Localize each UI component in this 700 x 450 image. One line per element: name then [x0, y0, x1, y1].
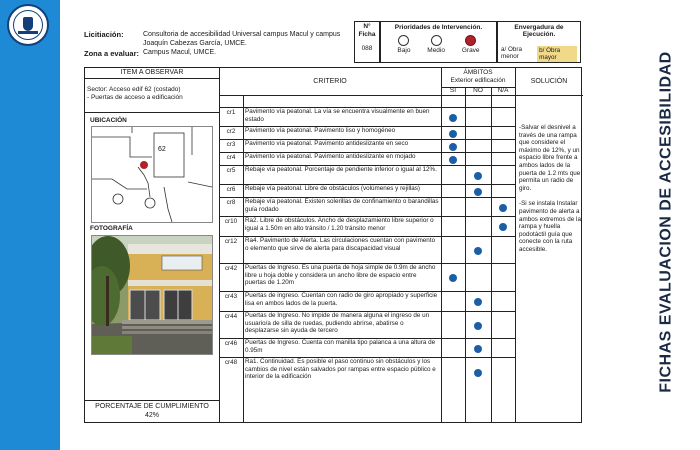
sector-text: Sector: Acceso edif 62 (costado) - Puertas de acceso a edificación	[87, 86, 183, 101]
table-divider	[219, 68, 220, 422]
table-divider	[243, 95, 244, 422]
criterion-code: cr3	[226, 141, 236, 148]
answer-dot-icon	[474, 298, 482, 306]
criterion-text: Ra1. Continuidad. Es posible el paso continuo sin obstáculos y los cambios de nivel están salvados por rampas entre espacio público e interior de la edificación	[245, 358, 436, 381]
map-building-number: 62	[158, 146, 166, 153]
criterion-code: cr44	[224, 313, 238, 320]
priority-option-grave[interactable]: Grave	[462, 35, 480, 54]
criterion-text: Ra2. Libre de obstáculos. Ancho de desplazamiento libre superior o igual a 1.50m en alto tránsito / 1.20 tránsito menor	[245, 217, 434, 232]
envergadura-title: Envergadura de Ejecución.	[514, 24, 564, 38]
porcentaje-value: 42%	[144, 412, 159, 419]
solucion-paragraph: -Si se instala Instalar pavimento de alerta a ambos extremos de la rampa y huella podotáctil guía que conecte con la ruta accesible.	[519, 200, 581, 253]
solucion-paragraph: -Salvar el desnivel a través de una rampa que considere el máximo de 12%, y un espacio libre frente a ambos lados de la puerta de 1.2 mts que permita un radio de giro.	[519, 124, 581, 192]
priority-option-bajo[interactable]: Bajo	[397, 35, 410, 54]
ambitos-header: ÁMBITOS Exterior edificación	[450, 69, 506, 84]
solucion-header: SOLUCIÓN	[530, 78, 568, 85]
evaluation-table	[84, 67, 582, 423]
envergadura-option-menor[interactable]: a/ Obra menor	[501, 46, 522, 60]
prioridades-box	[380, 21, 497, 63]
answer-dot-icon	[499, 204, 507, 212]
criterion-code: cr43	[224, 293, 238, 300]
criterion-code: cr48	[224, 359, 238, 366]
zona-label: Zona a evaluar:	[84, 49, 140, 58]
criterion-text: Puertas de Ingreso. Cuenta con manilla tipo palanca a una altura de 0.95m	[245, 339, 436, 354]
table-divider	[85, 78, 219, 79]
answer-dot-icon	[474, 188, 482, 196]
solucion-text	[519, 124, 581, 262]
answer-dot-icon	[449, 114, 457, 122]
fotografia-label: FOTOGRAFÍA	[90, 225, 133, 232]
criterion-code: cr12	[224, 238, 238, 245]
licitacion-label: Licitiación:	[84, 30, 124, 39]
table-divider	[85, 112, 219, 113]
table-divider	[515, 68, 516, 422]
answer-dot-icon	[474, 369, 482, 377]
priority-option-medio[interactable]: Medio	[427, 35, 445, 54]
licitacion-value: Consultoria de accesibilidad Universal campus Macul y campus Joaquín Cabezas García, UMCE.	[143, 31, 341, 47]
answer-dot-icon	[474, 345, 482, 353]
answer-dot-icon	[474, 172, 482, 180]
prioridades-title: Prioridades de Intervención.	[394, 24, 483, 31]
criterion-code: cr5	[226, 167, 236, 174]
criterion-text: Pavimento vía peatonal. Pavimento antideslizante en seco	[245, 140, 409, 147]
ficha-box	[354, 21, 380, 63]
criterion-code: cr42	[224, 265, 238, 272]
ficha-label: N° Ficha	[358, 23, 376, 38]
location-marker-icon	[140, 161, 148, 169]
radio-circle-icon	[431, 35, 442, 46]
answer-dot-icon	[474, 322, 482, 330]
col-si-header: SI	[449, 87, 457, 94]
location-map	[91, 126, 213, 223]
item-observar-header: ITEM A OBSERVAR	[120, 69, 184, 76]
criterion-text: Puertas de Ingreso. No impide de manera alguna el ingreso de un usuario/a de silla de ruedas, pudiendo abrirse, abatirse o desplazarse sin ayuda de tercero	[245, 312, 430, 335]
table-divider	[85, 400, 219, 401]
ficha-number: 088	[361, 45, 373, 52]
table-divider	[491, 87, 492, 422]
criterion-text: Rebaje vía peatonal. Porcentaje de pendiente inferior o igual al 12%.	[245, 166, 437, 173]
table-divider	[219, 95, 583, 96]
envergadura-option-mayor[interactable]: b/ Obra mayor	[537, 46, 577, 62]
ubicacion-label: UBICACIÓN	[90, 117, 127, 124]
col-no-header: NO	[473, 87, 483, 94]
radio-circle-icon	[398, 35, 409, 46]
zona-value: Campus Macul, UMCE.	[143, 49, 217, 56]
answer-dot-icon	[474, 247, 482, 255]
building-photo	[91, 235, 213, 355]
criterion-code: cr1	[226, 109, 236, 116]
porcentaje-label: PORCENTAJE DE CUMPLIMIENTO	[95, 403, 209, 410]
answer-dot-icon	[449, 274, 457, 282]
answer-dot-icon	[449, 156, 457, 164]
sidebar-blue-bar	[0, 0, 60, 450]
page-vertical-title	[650, 12, 684, 432]
table-divider	[441, 68, 442, 422]
answer-dot-icon	[499, 223, 507, 231]
criterion-text: Pavimento vía peatonal. La vía se encuentra visualmente en buen estado	[245, 108, 430, 123]
table-divider	[465, 87, 466, 422]
criterion-text: Puertas de Ingreso. Es una puerta de hoja simple de 0.9m de ancho libre u hoja doble y considera un ancho libre de espacio entre puertas de 1.20m	[245, 264, 436, 287]
criterion-code: cr6	[226, 186, 236, 193]
criterion-code: cr10	[224, 218, 238, 225]
criterion-text: Rebaje vía peatonal. Libre de obstáculos (volúmenes y rejillas)	[245, 185, 421, 192]
criterion-text: Puertas de ingreso. Cuentan con radio de giro apropiado y superficie lisa en ambos lados de la puerta.	[245, 292, 438, 307]
criterion-code: cr46	[224, 340, 238, 347]
criterion-code: cr8	[226, 199, 236, 206]
criterion-text: Pavimento vía peatonal. Pavimento liso y homogéneo	[245, 127, 396, 134]
criterion-code: cr2	[226, 128, 236, 135]
answer-dot-icon	[449, 143, 457, 151]
criterion-text: Rebaje vía peatonal. Existen solerillas de confinamiento o barandillas guía rodado	[245, 198, 439, 213]
criterion-code: cr4	[226, 154, 236, 161]
criterion-text: Ra4. Pavimento de Alerta. Las circulaciones cuentan con pavimento o elemento que sirve de alerta para discapacidad visual	[245, 237, 436, 252]
envergadura-box	[497, 21, 581, 63]
criterion-text: Pavimento vía peatonal. Pavimento antideslizante en mojado	[245, 153, 416, 160]
radio-filled-circle-icon	[465, 35, 476, 46]
criterio-header: CRITERIO	[313, 78, 347, 85]
university-logo-icon	[7, 4, 49, 46]
col-na-header: N/A	[497, 87, 509, 94]
vertical-title-text: FICHAS EVALUACION DE ACCESIBILIDAD	[658, 51, 676, 393]
answer-dot-icon	[449, 130, 457, 138]
